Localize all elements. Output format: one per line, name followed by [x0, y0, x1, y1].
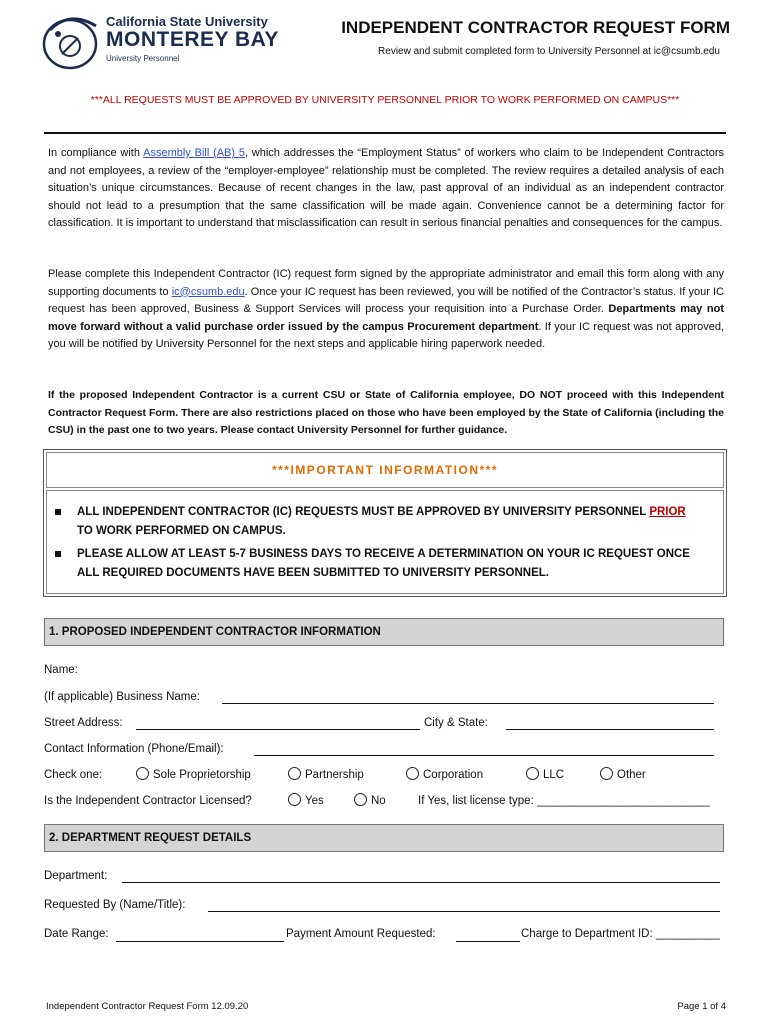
bullet1-text-end: TO WORK PERFORMED ON CAMPUS.	[77, 525, 286, 537]
department-label: Department:	[44, 870, 108, 882]
radio-circle-icon[interactable]	[288, 767, 301, 780]
important-body	[46, 490, 724, 594]
section-1-header: 1. PROPOSED INDEPENDENT CONTRACTOR INFORMATION	[44, 618, 724, 646]
radio-sole-proprietorship[interactable]	[136, 769, 251, 781]
city-state-field[interactable]	[506, 729, 714, 730]
street-address-label: Street Address:	[44, 717, 123, 729]
radio-partnership[interactable]	[288, 769, 364, 781]
bullet-square-icon	[55, 551, 61, 557]
option-label: Other	[617, 769, 646, 781]
radio-corporation[interactable]	[406, 769, 483, 781]
bullet-square-icon	[55, 509, 61, 515]
form-title: INDEPENDENT CONTRACTOR REQUEST FORM	[341, 18, 730, 37]
para2-text-end: . If your IC request was not approved, you will be notified by University Personnel for the next steps and applicable hiring paperwork needed.	[48, 320, 724, 350]
radio-llc[interactable]	[526, 769, 564, 781]
instructions-paragraph	[48, 266, 724, 354]
city-state-label: City & State:	[424, 717, 488, 729]
form-subtitle: Review and submit completed form to University Personnel at ic@csumb.edu	[378, 46, 720, 57]
business-name-label: (If applicable) Business Name:	[44, 691, 200, 703]
page-number: Page 1 of 4	[677, 1001, 726, 1012]
form-version-footer: Independent Contractor Request Form 12.09.20	[46, 1001, 249, 1012]
para1-text-start: In compliance with	[48, 147, 144, 159]
ab5-compliance-paragraph	[48, 145, 724, 233]
radio-circle-icon[interactable]	[406, 767, 419, 780]
divider	[44, 132, 726, 134]
radio-licensed-yes[interactable]	[288, 795, 324, 807]
bullet-text: PLEASE ALLOW AT LEAST 5-7 BUSINESS DAYS TO RECEIVE A DETERMINATION ON YOUR IC REQUEST ONCE ALL REQUIRED DOCUMENTS HAVE BEEN SUBMITTED TO UNIVERSITY PERSONNEL.	[77, 548, 690, 579]
logo-department: University Personnel	[106, 54, 180, 63]
csumb-logo	[40, 8, 279, 70]
radio-circle-icon[interactable]	[600, 767, 613, 780]
para2-bold-text: Departments may not move forward without a valid purchase order issued by the campus Procurement department	[48, 303, 724, 333]
para2-text-start: Please complete this Independent Contractor (IC) request form signed by the appropriate administrator and email this form along with any supporting documents to	[48, 268, 724, 298]
option-label: Partnership	[305, 769, 364, 781]
important-information-box	[43, 449, 727, 597]
prior-emphasis: PRIOR	[649, 506, 686, 518]
important-heading: ***IMPORTANT INFORMATION***	[46, 452, 724, 488]
contact-info-field[interactable]	[254, 755, 714, 756]
approval-warning: ***ALL REQUESTS MUST BE APPROVED BY UNIVERSITY PERSONNEL PRIOR TO WORK PERFORMED ON CAMPUS***	[90, 94, 680, 106]
charge-department-field[interactable]: Charge to Department ID: __________	[521, 928, 720, 940]
employee-restriction-paragraph: If the proposed Independent Contractor is a current CSU or State of California employee, DO NOT proceed with this Independent Contractor Request Form. There are also restrictions placed on those who have been employed by the State of California (including the CSU) in the past one to two years. Please contact University Personnel for further guidance.	[48, 389, 724, 436]
logo-university-name: California State University	[106, 14, 268, 29]
payment-amount-label: Payment Amount Requested:	[286, 928, 436, 940]
radio-circle-icon[interactable]	[354, 793, 367, 806]
para2-text-middle: . Once your IC request has been reviewed, you will be notified of the Contractor’s status. If your IC request has been approved, Business & Support Services will process your requisition into a Purchase Order.	[48, 285, 724, 315]
radio-circle-icon[interactable]	[526, 767, 539, 780]
licensed-question-label: Is the Independent Contractor Licensed?	[44, 795, 252, 807]
logo-campus-name: MONTEREY BAY	[106, 28, 279, 51]
business-name-field[interactable]	[222, 703, 714, 704]
option-label: Sole Proprietorship	[153, 769, 251, 781]
department-field[interactable]	[122, 882, 720, 883]
radio-licensed-no[interactable]	[354, 795, 386, 807]
requested-by-label: Requested By (Name/Title):	[44, 899, 186, 911]
date-range-label: Date Range:	[44, 928, 109, 940]
section-2-header: 2. DEPARTMENT REQUEST DETAILS	[44, 824, 724, 852]
name-label: Name:	[44, 664, 78, 676]
bullet1-text-start: ALL INDEPENDENT CONTRACTOR (IC) REQUESTS MUST BE APPROVED BY UNIVERSITY PERSONNEL	[77, 506, 650, 518]
otter-seal-icon	[40, 10, 106, 72]
street-address-field[interactable]	[136, 729, 420, 730]
license-type-field[interactable]: If Yes, list license type: ___________________________	[418, 795, 710, 807]
check-one-label: Check one:	[44, 769, 103, 781]
option-label: Yes	[305, 795, 324, 807]
assembly-bill-link[interactable]: Assembly Bill (AB) 5	[143, 147, 245, 159]
radio-other[interactable]	[600, 769, 646, 781]
option-label: LLC	[543, 769, 565, 781]
bullet-text	[77, 503, 697, 541]
ic-email-link[interactable]: ic@csumb.edu	[171, 285, 245, 298]
requested-by-field[interactable]	[208, 911, 720, 912]
para1-text-end: , which addresses the “Employment Status” of workers who claim to be Independent Contractors and not employees, a review of the “employer-employee” relationship must be completed. The review requires a detailed analysis of each situation’s unique circumstances. Because of recent changes in the law, past approval of an individual as an independent contractor should not lead to a presumption that the same classification will be made again. Convenience cannot be a determining factor for classification. It is important to understand that misclassification can result in serious financial penalties and consequences for the campus.	[48, 147, 724, 229]
option-label: Corporation	[423, 769, 484, 781]
payment-amount-field[interactable]	[456, 941, 520, 942]
radio-circle-icon[interactable]	[136, 767, 149, 780]
contact-info-label: Contact Information (Phone/Email):	[44, 743, 224, 755]
radio-circle-icon[interactable]	[288, 793, 301, 806]
option-label: No	[371, 795, 386, 807]
date-range-field[interactable]	[116, 941, 284, 942]
